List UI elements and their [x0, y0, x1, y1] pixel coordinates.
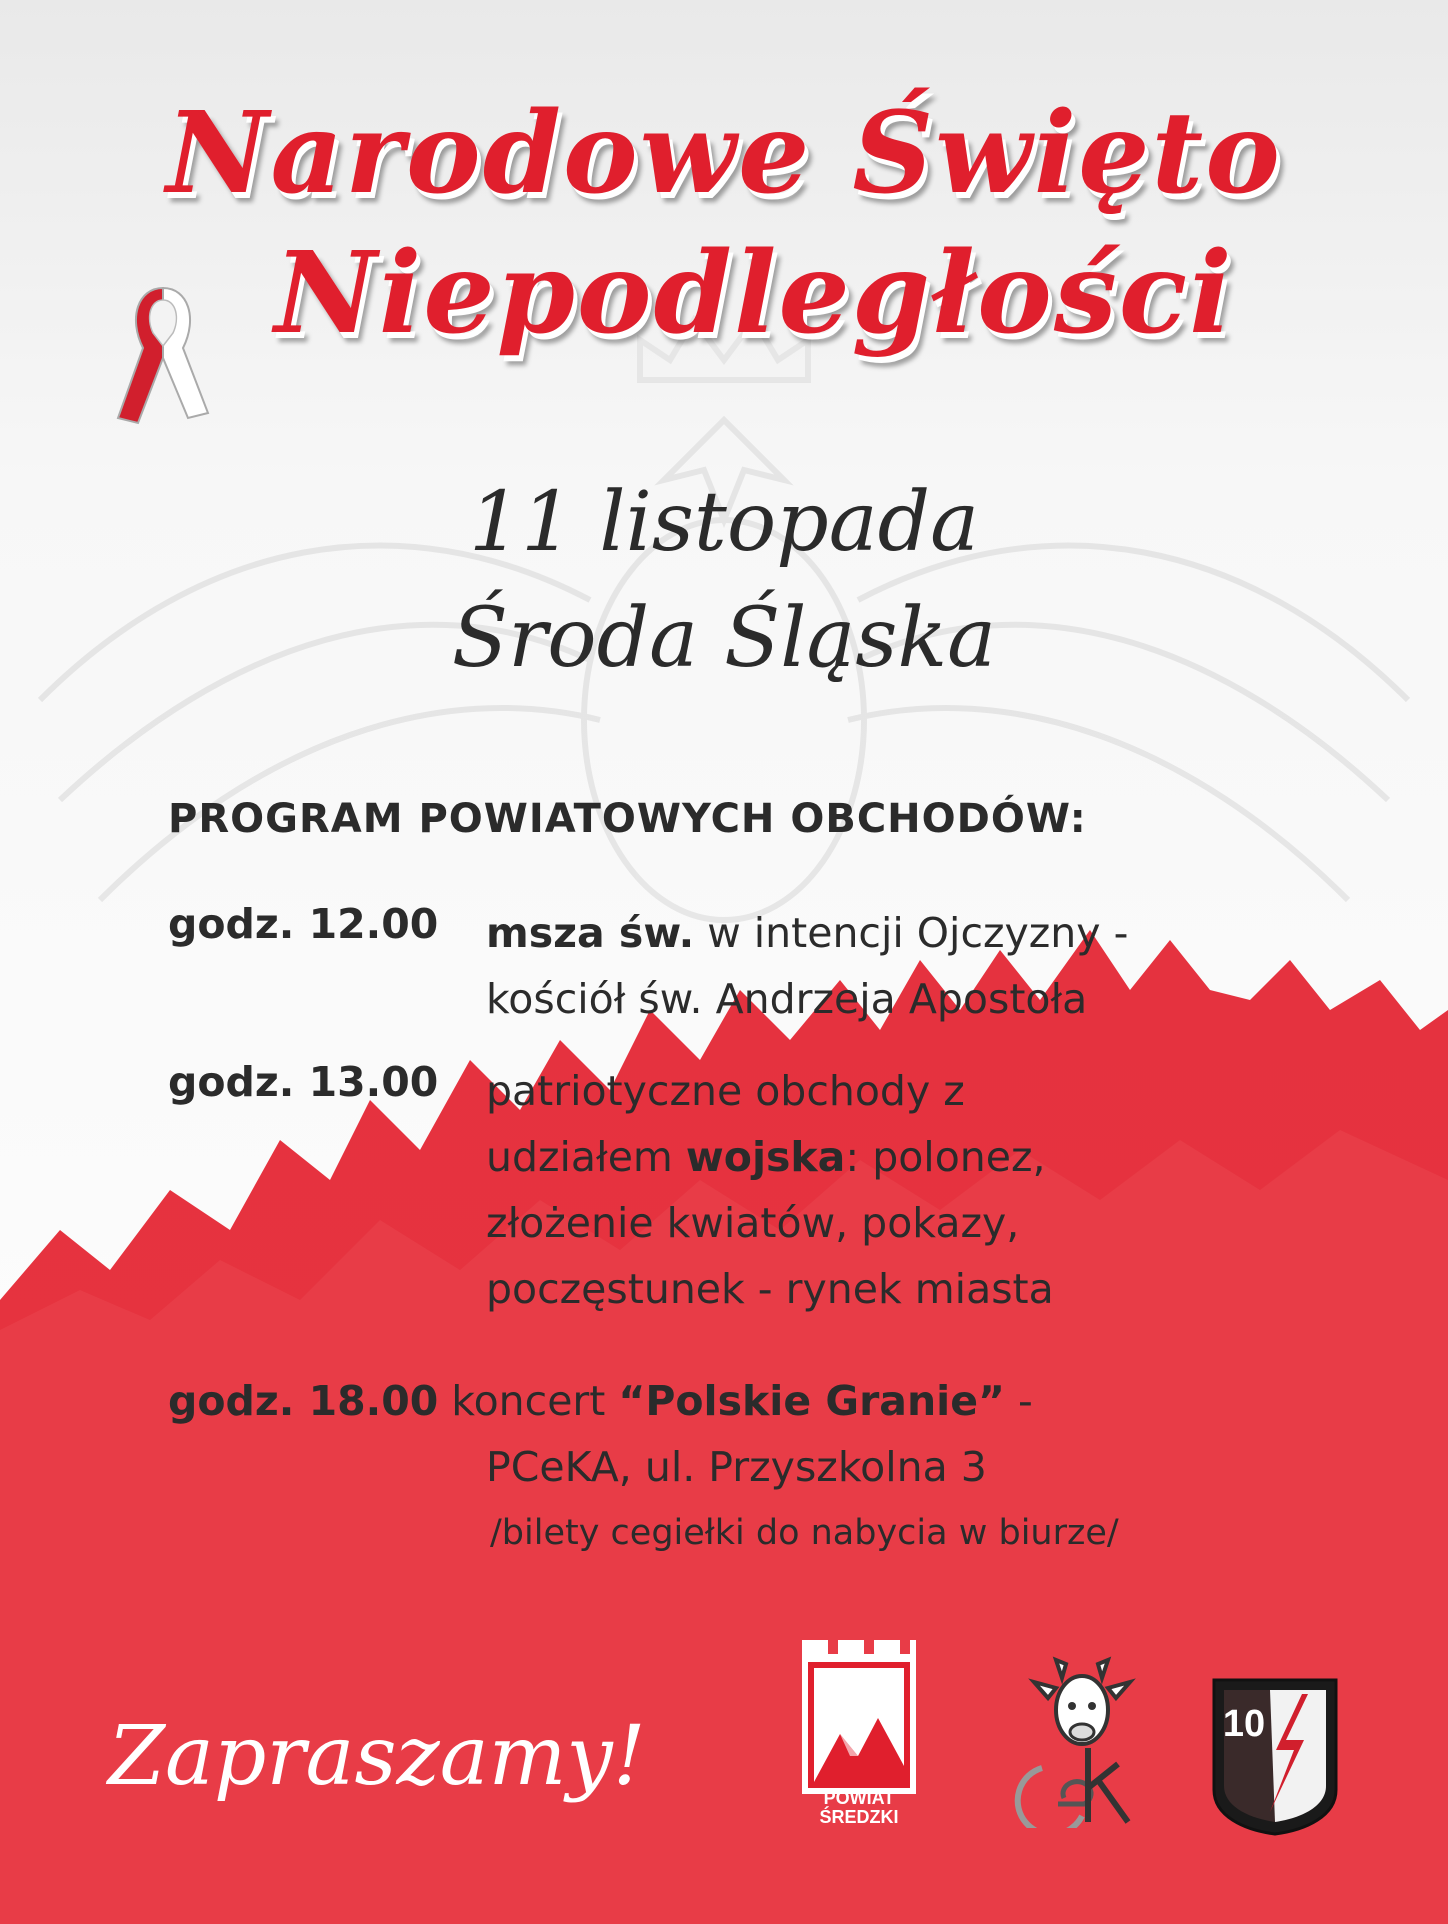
event-date: 11 listopada — [468, 475, 980, 570]
event-text: patriotyczne obchody z — [486, 1067, 965, 1115]
event-text: PCeKA, ul. Przyszkolna 3 — [486, 1443, 987, 1491]
event-text: poczęstunek - rynek miasta — [486, 1265, 1054, 1313]
unit-10-shield-logo — [1210, 1676, 1340, 1836]
event-text: kościół św. Andrzeja Apostoła — [486, 975, 1088, 1023]
powiat-logo-wordmark — [800, 1786, 918, 1826]
event-time: godz. 12.00 — [168, 900, 439, 948]
event-text: koncert — [438, 1377, 619, 1425]
ribbon-icon — [108, 278, 218, 428]
event-highlight: “Polskie Granie” — [618, 1377, 1005, 1425]
event-text: w intencji Ojczyzny - — [694, 909, 1129, 957]
event-description — [486, 900, 1128, 1032]
event-time: godz. 18.00 — [168, 1377, 439, 1425]
event-text: : polonez, — [845, 1133, 1046, 1181]
event-text: udziałem — [486, 1133, 686, 1181]
program-heading: PROGRAM POWIATOWYCH OBCHODÓW: — [168, 796, 1087, 842]
powiat-logo-line2: ŚREDZKI — [819, 1807, 899, 1826]
powiat-logo-line1: POWIAT — [823, 1788, 895, 1808]
giraffe-icon — [1034, 1660, 1130, 1744]
event-description — [168, 1368, 1119, 1558]
title-line-1: Narodowe Święto — [166, 88, 1282, 219]
unit-number: 10 — [1222, 1703, 1266, 1745]
cek-logo — [1012, 1648, 1152, 1828]
event-note: /bilety cegiełki do nabycia w biurze/ — [490, 1513, 1119, 1553]
event-text: złożenie kwiatów, pokazy, — [486, 1199, 1020, 1247]
event-highlight: msza św. — [486, 909, 695, 957]
title-line-2: Niepodległości — [274, 228, 1234, 359]
event-time: godz. 13.00 — [168, 1058, 439, 1106]
event-highlight: wojska — [685, 1133, 846, 1181]
event-place: Środa Śląska — [451, 591, 997, 686]
event-text: - — [1004, 1377, 1033, 1425]
powiat-sredzki-logo — [800, 1638, 918, 1826]
event-description — [486, 1058, 1054, 1322]
invite-text: Zapraszamy! — [108, 1709, 646, 1804]
